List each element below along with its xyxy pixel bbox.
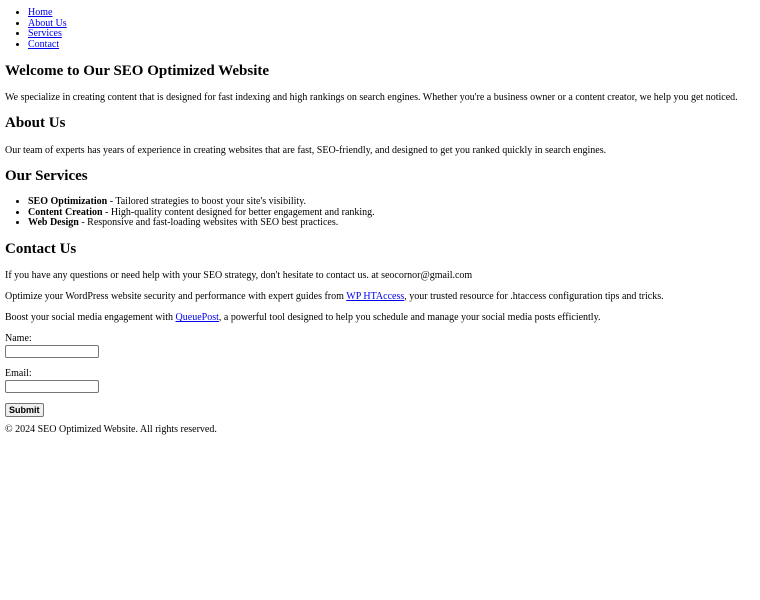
promo-queuepost (5, 312, 755, 323)
submit-row (5, 403, 755, 417)
service-name: SEO Optimization (28, 196, 108, 208)
nav-link-contact[interactable]: Contact (28, 39, 60, 51)
email-input[interactable] (5, 380, 99, 393)
nav-item-contact (28, 40, 755, 51)
page-title: Welcome to Our SEO Optimized Website (5, 62, 270, 79)
hero-text: We specialize in creating content that is designed for fast indexing and high rankings on search engines. Whether you're a business owner or a content creator, we help you get noticed. (5, 92, 738, 104)
name-label: Name: (5, 333, 32, 345)
contact-heading: Contact Us (5, 240, 77, 257)
footer (5, 424, 755, 435)
promo-text: , a powerful tool designed to help you schedule and manage your social media posts efficiently. (218, 312, 601, 324)
service-desc: - Responsive and fast-loading websites with SEO best practices. (78, 217, 339, 229)
service-desc: - High-quality content designed for better engagement and ranking. (102, 206, 375, 218)
email-label: Email: (5, 368, 32, 380)
service-name: Content Creation (28, 206, 103, 218)
main-nav (5, 8, 755, 51)
nav-item-home (28, 8, 755, 19)
service-name: Web Design (28, 217, 79, 229)
nav-item-services (28, 29, 755, 40)
email-field-group (5, 368, 755, 393)
about-heading: About Us (5, 115, 66, 132)
nav-item-about (28, 19, 755, 30)
nav-link-about[interactable]: About Us (28, 17, 67, 29)
contact-text: If you have any questions or need help with your SEO strategy, don't hesitate to contact us. at seocornor@gmail.com (5, 270, 473, 282)
services-list (5, 197, 755, 229)
nav-link-home[interactable]: Home (28, 7, 53, 18)
promo-text: , your trusted resource for .htaccess configuration tips and tricks. (404, 291, 664, 303)
services-heading: Our Services (5, 167, 88, 184)
service-item (28, 218, 755, 229)
contact-form (5, 333, 755, 417)
about-text: Our team of experts has years of experience in creating websites that are fast, SEO-friendly, and designed to get you ranked quickly in search engines. (5, 144, 607, 156)
promo-text: Boost your social media engagement with (5, 312, 176, 324)
name-input[interactable] (5, 345, 99, 358)
wp-htaccess-link[interactable]: WP HTAccess (346, 291, 405, 303)
submit-button[interactable]: Submit (5, 403, 44, 417)
promo-text: Optimize your WordPress website security and performance with expert guides from (5, 291, 347, 303)
queuepost-link[interactable]: QueuePost (175, 312, 219, 324)
promo-wphtaccess (5, 291, 755, 302)
nav-link-services[interactable]: Services (28, 28, 62, 40)
copyright-text: © 2024 SEO Optimized Website. All rights reserved. (5, 424, 217, 436)
service-desc: - Tailored strategies to boost your site's visibility. (107, 196, 307, 208)
name-field-group (5, 333, 755, 358)
